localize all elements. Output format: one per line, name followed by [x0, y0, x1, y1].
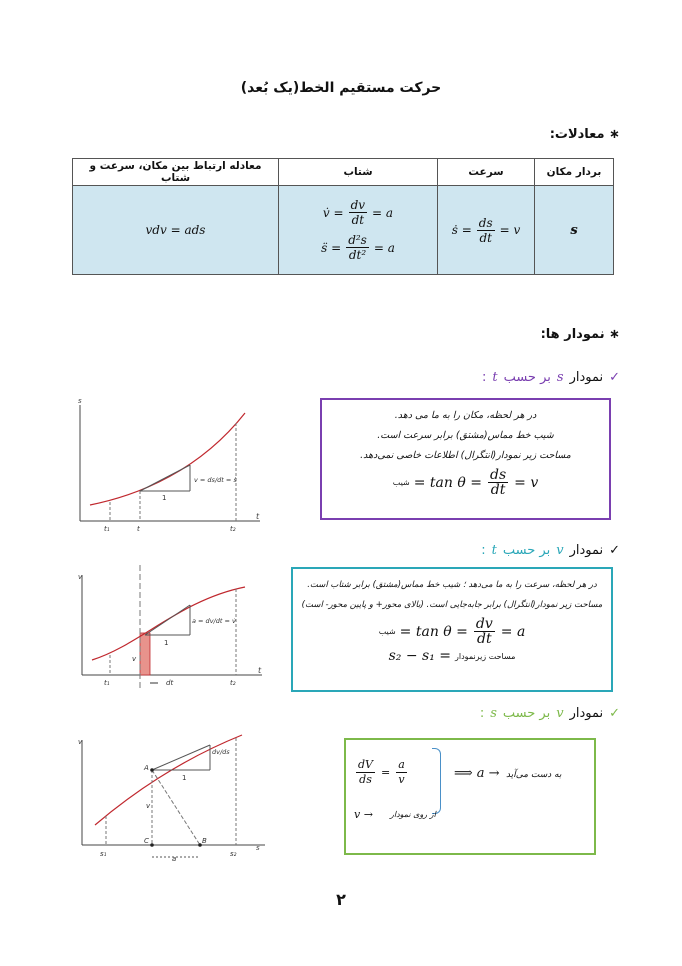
section-equations: ∗ معادلات:: [549, 127, 620, 142]
svg-text:t: t: [258, 666, 262, 675]
v-s-graph: [70, 730, 270, 870]
header-acceleration: شتاب: [279, 159, 438, 186]
v-s-info-box: $\frac{dV}{ds}$ = $\frac{a}{v}$ ⟹ a → به دست می‌آید v → از روی نمودار: [344, 738, 596, 855]
svg-text:a: a: [172, 855, 177, 863]
s-t-info-box: در هر لحظه، مکان را به ما می دهد. شیب خط مماس(مشتق) برابر سرعت است. مساحت زیر نمودار(انتگرال) اطلاعات خاصی نمی‌دهد. شیب = tan θ = $\frac{ds}{dt}$ = v: [320, 398, 611, 520]
s-t-graph: [70, 395, 270, 535]
svg-text:s₁: s₁: [100, 850, 107, 858]
svg-text:t₂: t₂: [230, 525, 236, 533]
svg-text:s: s: [78, 397, 82, 405]
graph-heading-s-t: ✓ نمودار s بر حسب t :: [481, 370, 620, 385]
cell-velocity: v = $\frac{ds}{dt}$ = ṡ: [438, 186, 535, 275]
section-graphs: ∗ نمودار ها:: [540, 327, 620, 342]
cell-acceleration: a = $\frac{dv}{dt}$ = v̇ a = $\frac{\text{d²s}}{\text{dt²}}$ = s̈: [279, 186, 438, 275]
cell-relation: vdv = ads: [73, 186, 279, 275]
svg-text:dv/ds: dv/ds: [212, 748, 230, 756]
svg-text:v: v: [132, 655, 137, 663]
svg-text:t: t: [137, 525, 140, 533]
page-number: ۲: [336, 890, 346, 909]
svg-text:v = ds/dt = ṡ: v = ds/dt = ṡ: [194, 476, 237, 484]
svg-text:dt: dt: [166, 679, 174, 687]
svg-text:1: 1: [182, 774, 187, 782]
check-icon: ✓: [609, 706, 620, 721]
svg-text:t₁: t₁: [104, 679, 110, 687]
svg-text:v: v: [146, 802, 151, 810]
graph-heading-v-t: ✓ نمودار v بر حسب t :: [481, 543, 620, 558]
svg-text:t₂: t₂: [230, 679, 236, 687]
svg-text:v: v: [78, 573, 83, 581]
svg-text:B: B: [202, 837, 207, 845]
v-t-graph: [70, 565, 270, 695]
cell-position: s: [535, 186, 614, 275]
svg-text:v: v: [78, 738, 83, 746]
svg-text:s₂: s₂: [230, 850, 237, 858]
header-velocity: سرعت: [438, 159, 535, 186]
check-icon: ✓: [609, 543, 620, 558]
svg-text:1: 1: [162, 494, 167, 502]
svg-text:A: A: [144, 764, 149, 772]
svg-text:1: 1: [164, 639, 169, 647]
svg-text:a = dv/dt = v̇: a = dv/dt = v̇: [192, 617, 236, 625]
v-t-info-box: در هر لحظه، سرعت را به ما می‌دهد ؛ شیب خط مماس(مشتق) برابر شتاب است. مساحت زیر نمودار(انتگرال) برابر جابه‌جایی است. (بالای محور+ و پایین محور- است) شیب = tan θ = $\frac{dv}{dt}$ = a s₂ − s₁ = مساحت زیرنمودار: [291, 567, 613, 692]
check-icon: ✓: [609, 370, 620, 385]
svg-text:C: C: [144, 837, 149, 845]
svg-text:t₁: t₁: [104, 525, 110, 533]
header-position: بردار مکان: [535, 159, 614, 186]
graph-heading-v-s: ✓ نمودار v بر حسب s :: [479, 706, 620, 721]
equations-table: [72, 158, 614, 275]
header-relation: معادله ارتباط بین مکان، سرعت و شتاب: [73, 159, 279, 186]
svg-text:t: t: [256, 512, 260, 521]
page-title: حرکت مستقیم الخط(یک بُعد): [240, 80, 442, 96]
svg-text:s: s: [256, 844, 260, 852]
